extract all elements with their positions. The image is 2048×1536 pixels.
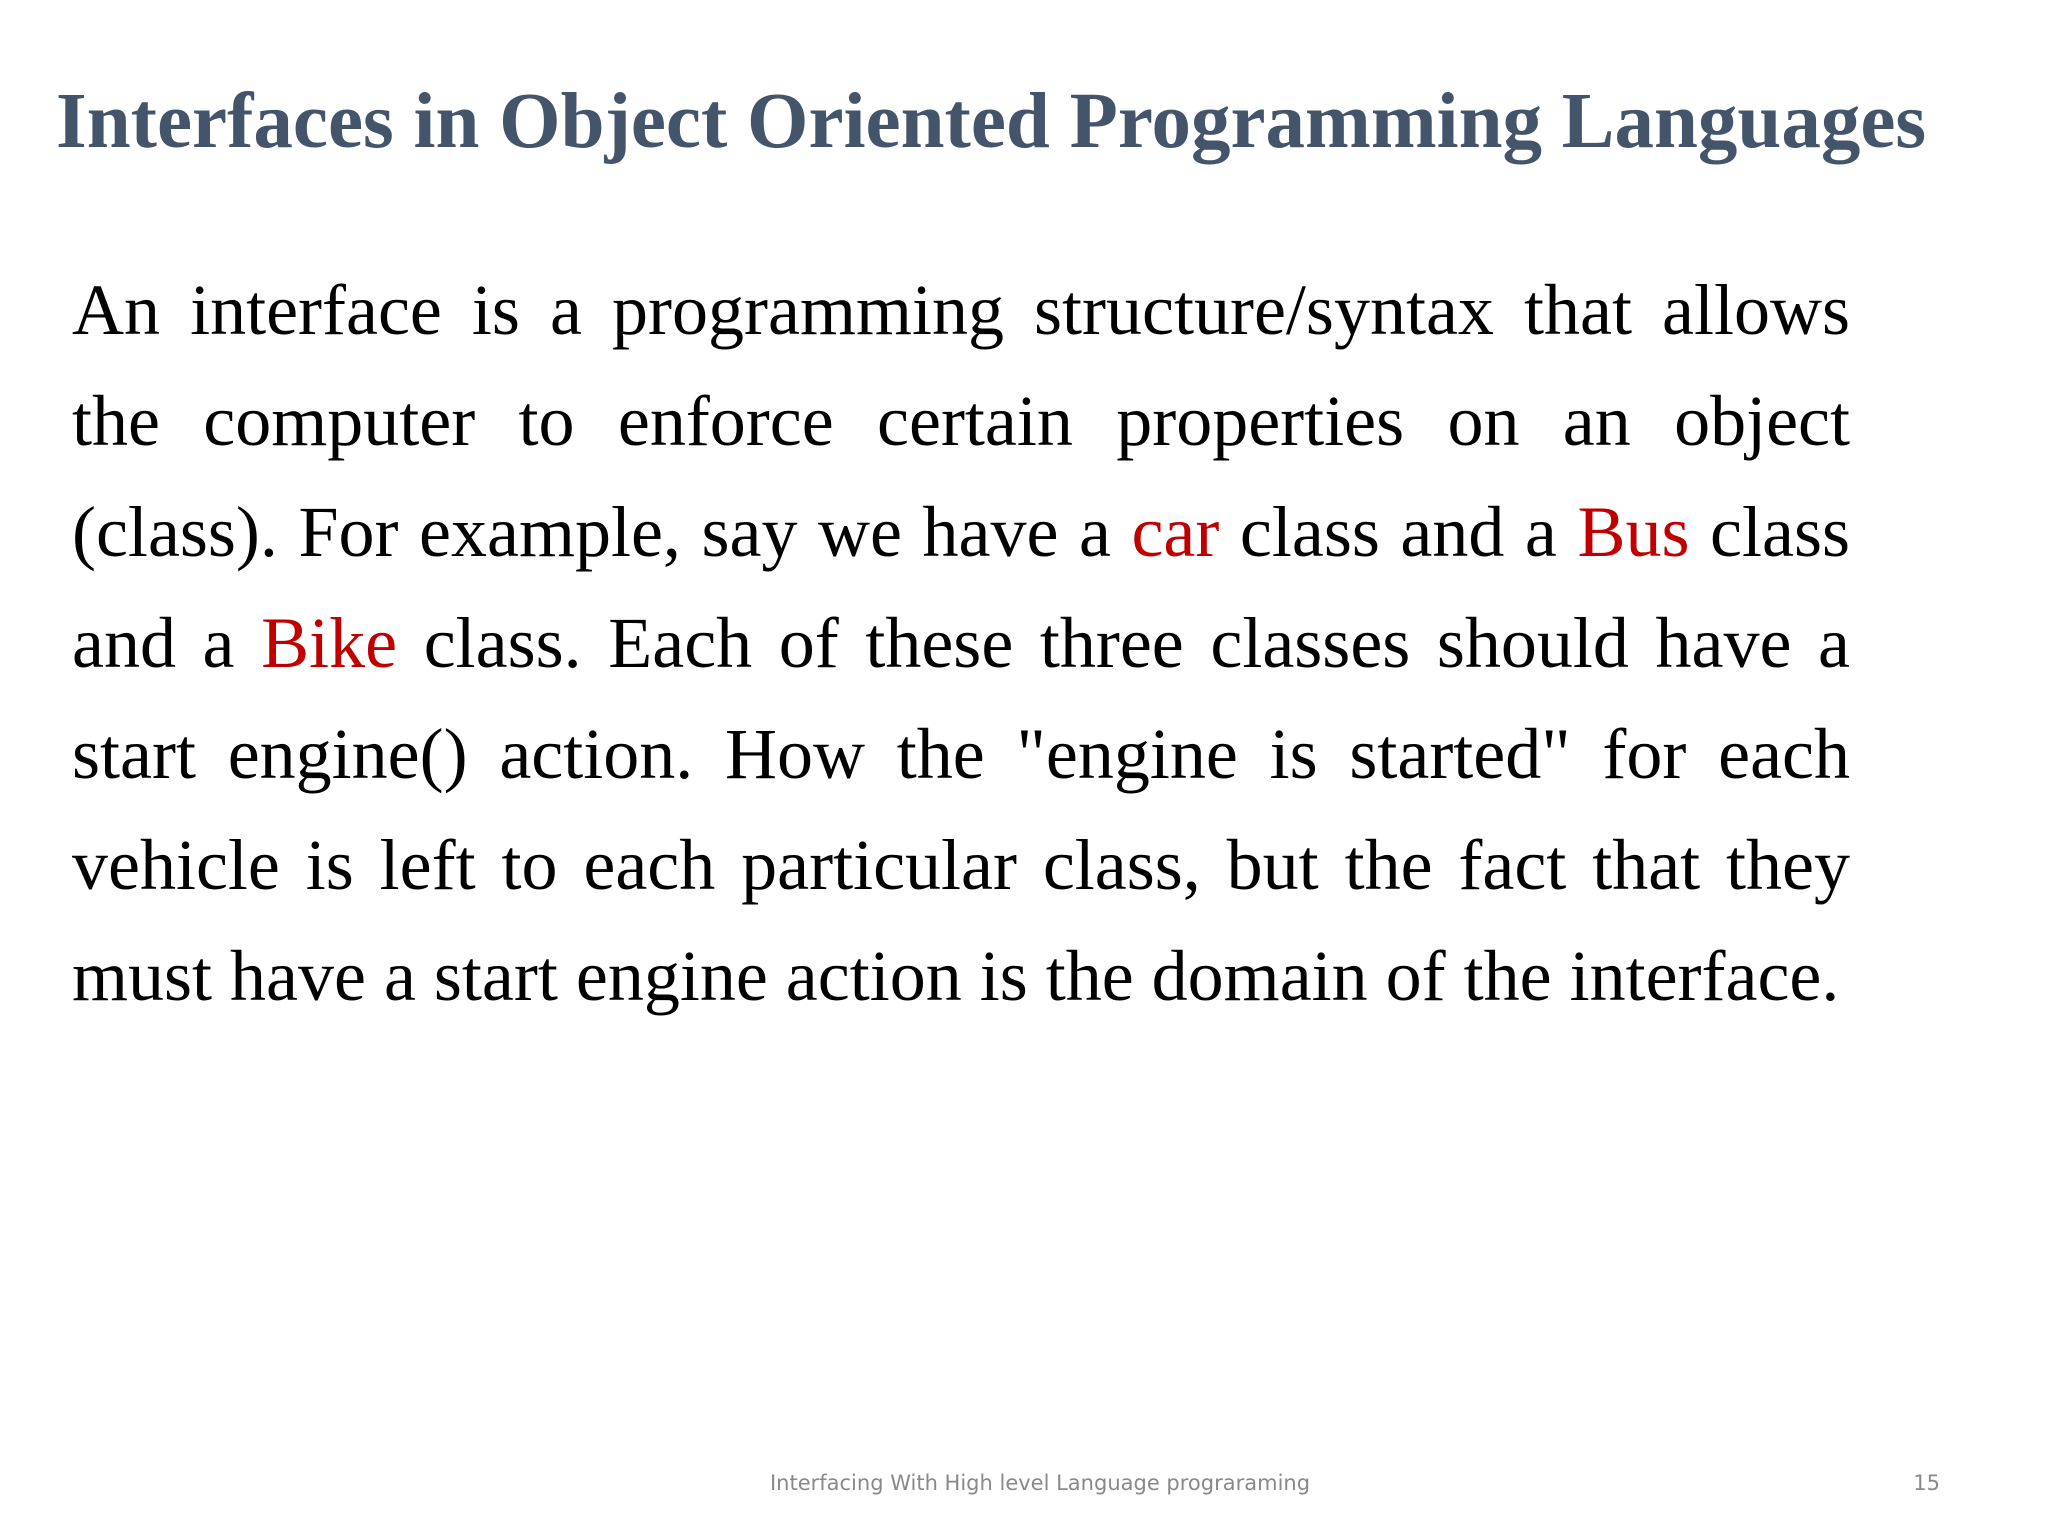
highlight-car: car: [1131, 492, 1220, 572]
body-text-segment: class. Each of these three classes should have a start engine() action. How the "engine is started" for each vehicle is left to each particular class, but the fact that they must have a start engine action is the domain of the interface.: [72, 603, 1850, 1016]
body-text-segment: An interface is a programming structure/syntax that allows the computer to enforce certain properties on an object (class). For example, say we have a: [72, 270, 1850, 572]
slide-body-paragraph: [72, 255, 1850, 1032]
slide-title: Interfaces in Object Oriented Programming Languages: [56, 78, 1927, 165]
slide-footer: Interfacing With High level Language prograraming: [769, 1471, 1311, 1495]
highlight-bike: Bike: [261, 603, 398, 683]
highlight-bus: Bus: [1577, 492, 1690, 572]
body-text-segment: class and a: [1219, 492, 1578, 572]
slide-page-number: 15: [1913, 1471, 1940, 1495]
body-text-segment: class and a: [72, 492, 1850, 683]
